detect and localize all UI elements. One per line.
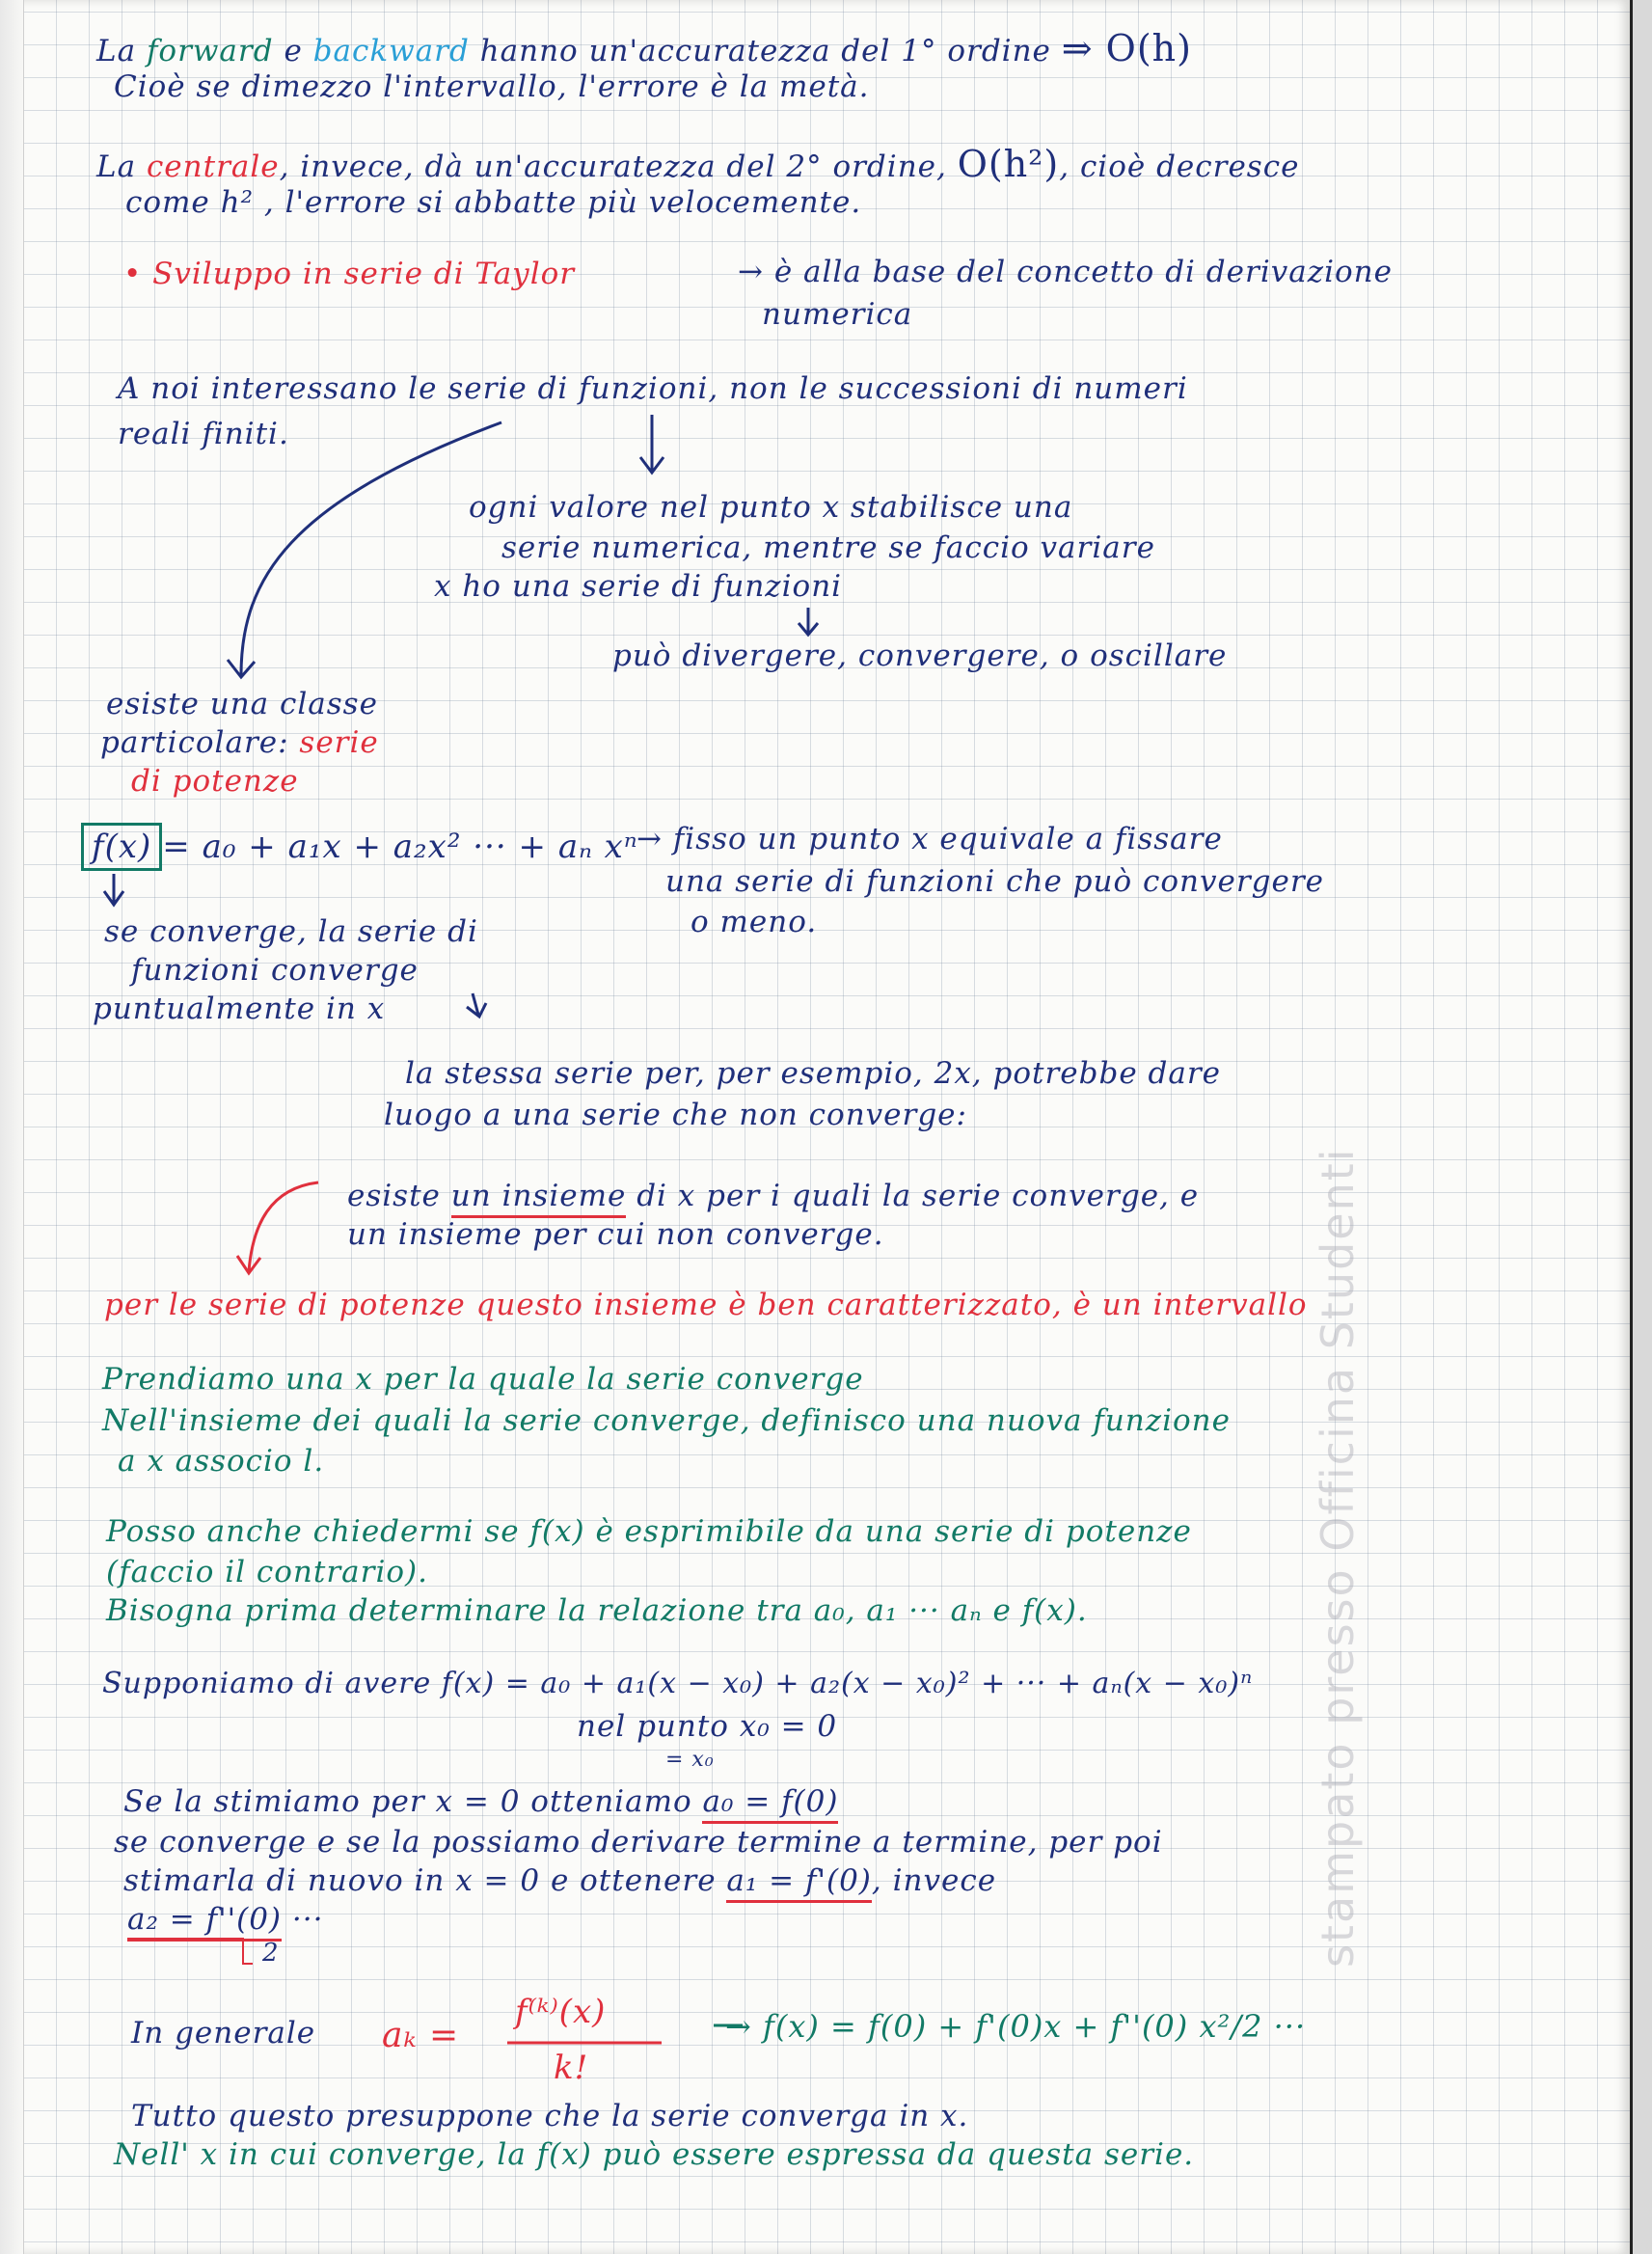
note-line-11: x ho una serie di funzioni bbox=[434, 569, 843, 604]
at-point-x0: nel punto x₀ = 0 bbox=[577, 1709, 838, 1744]
ellipsis: ··· bbox=[291, 1902, 324, 1937]
series-formula: = a₀ + a₁x + a₂x² ··· + aₙ xⁿ bbox=[162, 828, 638, 866]
exists-set-2: un insieme per cui non converge. bbox=[347, 1217, 884, 1252]
x0-note: = x₀ bbox=[665, 1748, 715, 1772]
text: e bbox=[284, 34, 303, 68]
green-line-4: Posso anche chiedermi se f(x) è esprimibile da una serie di potenze bbox=[106, 1514, 1192, 1549]
a2-denominator: 2 bbox=[262, 1939, 280, 1968]
ak-denominator: k! bbox=[554, 2049, 589, 2087]
in-general-label: In generale bbox=[131, 2016, 316, 2050]
word-centrale: centrale bbox=[146, 149, 280, 184]
converge-note-1: se converge, la serie di bbox=[104, 914, 478, 949]
word-serie: serie bbox=[299, 725, 379, 760]
fix-point-note-3: o meno. bbox=[691, 905, 818, 939]
converge-note-3: puntualmente in x bbox=[93, 991, 386, 1026]
word-forward: forward bbox=[146, 34, 274, 68]
a1-result: a₁ = f'(0) bbox=[726, 1863, 872, 1903]
note-line-15: di potenze bbox=[131, 764, 299, 799]
a2-bracket bbox=[127, 1939, 253, 1964]
text: La bbox=[96, 34, 137, 68]
text: hanno un'accuratezza del 1° ordine bbox=[479, 34, 1051, 68]
note-line-12: può divergere, convergere, o oscillare bbox=[612, 638, 1228, 673]
ak-numerator: f⁽ᵏ⁾(x) bbox=[515, 1993, 607, 2031]
taylor-note-2: numerica bbox=[762, 297, 913, 332]
taylor-heading: • Sviluppo in serie di Taylor bbox=[123, 257, 576, 291]
text: , invece, dà un'accuratezza del 2° ordine, bbox=[279, 149, 947, 184]
derive-term-note: se converge e se la possiamo derivare termine a termine, per poi bbox=[114, 1825, 1163, 1860]
text: particolare: bbox=[100, 725, 289, 760]
note-line-10: serie numerica, mentre se faccio variare bbox=[501, 530, 1155, 565]
a2-result: a₂ = f''(0) bbox=[127, 1902, 282, 1942]
green-line-1: Prendiamo una x per la quale la serie converge bbox=[102, 1362, 864, 1397]
closing-line-2: Nell' x in cui converge, la f(x) può essere espressa da questa serie. bbox=[114, 2137, 1195, 2172]
big-o-h2: O(h²) bbox=[957, 143, 1060, 185]
word-backward: backward bbox=[312, 34, 470, 68]
interval-statement: per le serie di potenze questo insieme è ben caratterizzato, è un intervallo bbox=[104, 1288, 1308, 1322]
same-series-note-2: luogo a una serie che non converge: bbox=[384, 1098, 967, 1132]
curved-arrow bbox=[241, 422, 501, 675]
green-line-2: Nell'insieme dei quali la serie converge, definisco una nuova funzione bbox=[102, 1403, 1231, 1438]
watermark: stampato presso Officina Studenti bbox=[1312, 1147, 1364, 1968]
note-line-13: esiste una classe bbox=[106, 687, 378, 721]
note-line-8: reali finiti. bbox=[118, 417, 289, 451]
green-line-3: a x associo l. bbox=[118, 1444, 325, 1479]
taylor-note: → è alla base del concetto di derivazione bbox=[738, 255, 1393, 289]
converge-note-2: funzioni converge bbox=[131, 953, 419, 988]
ak-label: aₖ = bbox=[382, 2016, 460, 2055]
a0-result: a₀ = f(0) bbox=[702, 1784, 838, 1824]
big-o-h: ⇒ O(h) bbox=[1061, 27, 1192, 69]
word-un-insieme: un insieme bbox=[451, 1179, 627, 1218]
closing-line-1: Tutto questo presuppone che la serie converga in x. bbox=[131, 2099, 969, 2133]
text: stimarla di nuovo in x = 0 e ottenere bbox=[123, 1863, 717, 1898]
green-line-5: (faccio il contrario). bbox=[106, 1555, 428, 1589]
note-line-7: A noi interessano le serie di funzioni, non le successioni di numeri bbox=[118, 371, 1188, 406]
assume-series: Supponiamo di avere f(x) = a₀ + a₁(x − x₀) + a₂(x − x₀)² + ··· + aₙ(x − x₀)ⁿ bbox=[102, 1667, 1254, 1700]
fix-point-note: → fisso un punto x equivale a fissare bbox=[636, 822, 1223, 856]
text: di x per i quali la serie converge, e bbox=[636, 1179, 1200, 1213]
text: , invece bbox=[871, 1863, 997, 1898]
fx-boxed: f(x) bbox=[81, 823, 162, 871]
note-line-4: come h² , l'errore si abbatte più velocemente. bbox=[125, 185, 862, 220]
text: , cioè decresce bbox=[1059, 149, 1300, 184]
text: Se la stimiamo per x = 0 otteniamo bbox=[123, 1784, 692, 1819]
same-series-note-1: la stessa serie per, per esempio, 2x, potrebbe dare bbox=[405, 1056, 1222, 1091]
green-line-6: Bisogna prima determinare la relazione tra a₀, a₁ ··· aₙ e f(x). bbox=[106, 1593, 1088, 1628]
taylor-expansion: → f(x) = f(0) + f'(0)x + f''(0) x²/2 ··· bbox=[725, 2008, 1307, 2045]
note-line-2: Cioè se dimezzo l'intervallo, l'errore è la metà. bbox=[114, 69, 870, 104]
note-line-9: ogni valore nel punto x stabilisce una bbox=[469, 490, 1073, 525]
text: esiste bbox=[347, 1179, 441, 1213]
fix-point-note-2: una serie di funzioni che può convergere bbox=[665, 864, 1324, 899]
text: La bbox=[96, 149, 137, 184]
